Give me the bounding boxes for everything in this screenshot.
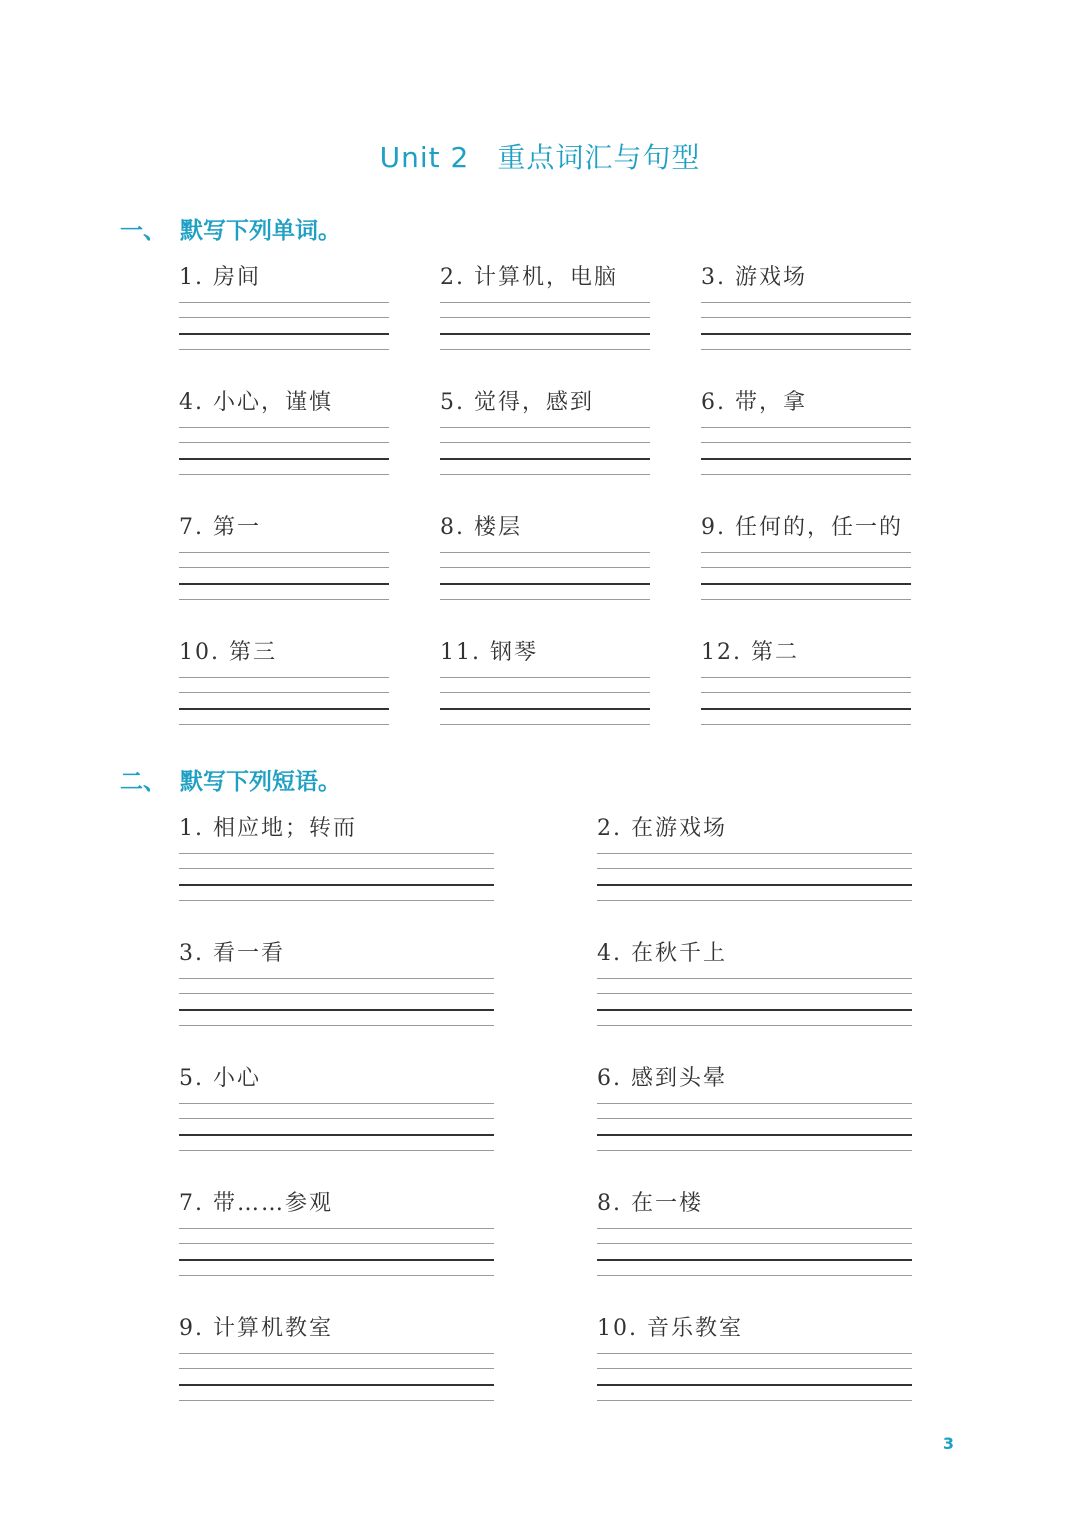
item-prompt: 3. 看一看 (179, 941, 285, 966)
writing-rule (179, 677, 389, 678)
writing-rule (440, 677, 650, 678)
writing-rule (179, 853, 494, 854)
answer-lines[interactable] (179, 1353, 494, 1401)
writing-rule (179, 1009, 494, 1011)
page-number: 3 (942, 1434, 954, 1453)
writing-rule (597, 978, 912, 979)
writing-rule (179, 884, 494, 886)
writing-rule (179, 302, 389, 303)
writing-rule (179, 1259, 494, 1261)
item-prompt: 2. 在游戏场 (597, 816, 727, 841)
item-prompt: 7. 第一 (179, 515, 261, 540)
item-prompt: 2. 计算机，电脑 (440, 265, 618, 290)
writing-item (440, 388, 650, 418)
answer-lines[interactable] (597, 1353, 912, 1401)
writing-rule (179, 1134, 494, 1136)
writing-rule (179, 1228, 494, 1229)
writing-rule (179, 583, 389, 585)
writing-rule (701, 692, 911, 693)
section-2-title: 默写下列短语。 (180, 769, 341, 795)
writing-rule (440, 302, 650, 303)
writing-item (701, 263, 911, 293)
unit-topic: 重点词汇与句型 (497, 141, 701, 174)
item-prompt: 6. 感到头晕 (597, 1066, 727, 1091)
writing-item (179, 1189, 494, 1219)
writing-item (179, 1064, 494, 1094)
writing-item (440, 263, 650, 293)
writing-rule (701, 349, 911, 350)
writing-rule (179, 1384, 494, 1386)
writing-rule (597, 1259, 912, 1261)
answer-lines[interactable] (179, 1103, 494, 1151)
answer-lines[interactable] (179, 677, 389, 725)
writing-rule (440, 583, 650, 585)
answer-lines[interactable] (597, 978, 912, 1026)
section-2-number: 二、 (120, 769, 166, 795)
writing-rule (179, 900, 494, 901)
writing-rule (597, 1228, 912, 1229)
writing-rule (179, 1025, 494, 1026)
item-prompt: 8. 楼层 (440, 515, 522, 540)
writing-rule (440, 333, 650, 335)
writing-rule (440, 317, 650, 318)
writing-rule (597, 1025, 912, 1026)
writing-rule (597, 1103, 912, 1104)
answer-lines[interactable] (440, 427, 650, 475)
answer-lines[interactable] (701, 677, 911, 725)
writing-item (179, 814, 494, 844)
writing-item (179, 1314, 494, 1344)
writing-rule (179, 868, 494, 869)
item-prompt: 5. 觉得，感到 (440, 390, 594, 415)
writing-rule (179, 427, 389, 428)
writing-rule (597, 1400, 912, 1401)
writing-rule (701, 583, 911, 585)
writing-rule (179, 978, 494, 979)
writing-rule (179, 317, 389, 318)
writing-item (179, 263, 389, 293)
writing-rule (440, 599, 650, 600)
writing-rule (179, 1275, 494, 1276)
writing-item (597, 939, 912, 969)
section-1-heading (120, 212, 341, 245)
writing-rule (179, 567, 389, 568)
writing-item (701, 513, 911, 543)
writing-rule (701, 427, 911, 428)
writing-rule (179, 1118, 494, 1119)
writing-rule (597, 1353, 912, 1354)
writing-rule (179, 993, 494, 994)
writing-rule (179, 1243, 494, 1244)
writing-rule (597, 884, 912, 886)
writing-item (179, 939, 494, 969)
writing-rule (179, 599, 389, 600)
writing-rule (179, 708, 389, 710)
item-prompt: 3. 游戏场 (701, 265, 807, 290)
item-prompt: 9. 计算机教室 (179, 1316, 333, 1341)
item-prompt: 9. 任何的，任一的 (701, 515, 903, 540)
item-prompt: 5. 小心 (179, 1066, 261, 1091)
writing-rule (597, 900, 912, 901)
writing-rule (440, 567, 650, 568)
writing-rule (597, 1243, 912, 1244)
item-prompt: 4. 在秋千上 (597, 941, 727, 966)
writing-rule (597, 993, 912, 994)
writing-rule (440, 724, 650, 725)
item-prompt: 12. 第二 (701, 640, 799, 665)
writing-item (597, 1064, 912, 1094)
answer-lines[interactable] (179, 427, 389, 475)
answer-lines[interactable] (701, 552, 911, 600)
item-prompt: 11. 钢琴 (440, 640, 538, 665)
section-2-heading (120, 763, 341, 796)
writing-item (597, 814, 912, 844)
writing-rule (597, 1368, 912, 1369)
writing-rule (440, 458, 650, 460)
writing-rule (597, 1384, 912, 1386)
writing-rule (179, 1150, 494, 1151)
writing-rule (179, 692, 389, 693)
writing-rule (597, 853, 912, 854)
writing-rule (597, 868, 912, 869)
writing-rule (179, 474, 389, 475)
page-title (0, 136, 1080, 176)
answer-lines[interactable] (179, 552, 389, 600)
writing-rule (179, 333, 389, 335)
writing-rule (179, 442, 389, 443)
writing-rule (701, 677, 911, 678)
writing-item (179, 638, 389, 668)
item-prompt: 1. 房间 (179, 265, 261, 290)
writing-rule (179, 1353, 494, 1354)
writing-rule (701, 442, 911, 443)
writing-rule (179, 349, 389, 350)
writing-item (597, 1314, 912, 1344)
item-prompt: 1. 相应地；转而 (179, 816, 357, 841)
writing-rule (701, 302, 911, 303)
writing-rule (440, 427, 650, 428)
item-prompt: 6. 带，拿 (701, 390, 807, 415)
writing-rule (179, 458, 389, 460)
item-prompt: 8. 在一楼 (597, 1191, 703, 1216)
writing-rule (179, 1103, 494, 1104)
writing-rule (440, 349, 650, 350)
writing-rule (179, 724, 389, 725)
writing-rule (440, 692, 650, 693)
writing-item (701, 638, 911, 668)
writing-rule (597, 1150, 912, 1151)
item-prompt: 7. 带……参观 (179, 1191, 333, 1216)
writing-rule (701, 552, 911, 553)
answer-lines[interactable] (701, 427, 911, 475)
writing-rule (701, 458, 911, 460)
answer-lines[interactable] (440, 677, 650, 725)
answer-lines[interactable] (179, 302, 389, 350)
answer-lines[interactable] (597, 853, 912, 901)
answer-lines[interactable] (597, 1103, 912, 1151)
writing-rule (701, 724, 911, 725)
writing-item (179, 388, 389, 418)
writing-rule (440, 474, 650, 475)
writing-item (440, 513, 650, 543)
answer-lines[interactable] (179, 853, 494, 901)
writing-rule (179, 1400, 494, 1401)
unit-label: Unit 2 (379, 141, 470, 174)
writing-rule (597, 1275, 912, 1276)
section-1-number: 一、 (120, 218, 166, 244)
answer-lines[interactable] (597, 1228, 912, 1276)
writing-rule (701, 317, 911, 318)
item-prompt: 4. 小心，谨慎 (179, 390, 333, 415)
section-1-title: 默写下列单词。 (180, 218, 341, 244)
writing-rule (597, 1009, 912, 1011)
writing-rule (701, 567, 911, 568)
answer-lines[interactable] (440, 302, 650, 350)
writing-rule (597, 1118, 912, 1119)
writing-rule (701, 708, 911, 710)
writing-item (701, 388, 911, 418)
writing-rule (701, 474, 911, 475)
writing-rule (701, 333, 911, 335)
writing-rule (440, 442, 650, 443)
writing-rule (440, 552, 650, 553)
writing-rule (597, 1134, 912, 1136)
answer-lines[interactable] (179, 1228, 494, 1276)
answer-lines[interactable] (440, 552, 650, 600)
writing-rule (179, 1368, 494, 1369)
writing-item (179, 513, 389, 543)
writing-rule (179, 552, 389, 553)
writing-rule (440, 708, 650, 710)
writing-rule (701, 599, 911, 600)
answer-lines[interactable] (701, 302, 911, 350)
writing-item (597, 1189, 912, 1219)
writing-item (440, 638, 650, 668)
item-prompt: 10. 音乐教室 (597, 1316, 743, 1341)
item-prompt: 10. 第三 (179, 640, 277, 665)
answer-lines[interactable] (179, 978, 494, 1026)
